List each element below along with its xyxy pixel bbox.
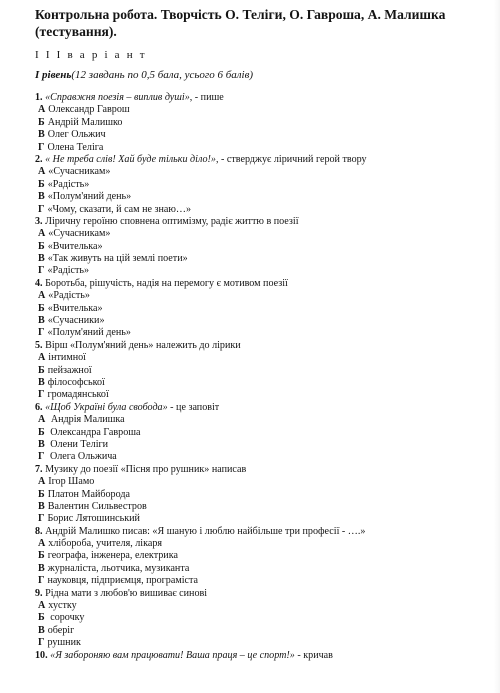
option-text: сорочку [47,612,85,624]
option-text: «Радість» [48,290,90,302]
answer-option [35,253,490,265]
option-text: Платон Майборода [47,488,130,500]
option-text: Олег Ольжич [47,129,106,141]
option-text: «Так живуть на цій землі поети» [47,253,188,265]
option-text: Олена Теліга [47,141,104,153]
option-text: Олени Теліги [47,438,109,450]
question-3 [35,216,490,228]
question-number: 1. [35,92,43,103]
answer-option [35,166,490,178]
answer-option [35,575,490,587]
answer-option [35,352,490,364]
option-letter: Б [38,116,45,128]
option-letter: Б [38,178,45,190]
answer-option [35,228,490,240]
answer-option [35,427,490,439]
question-number: 6. [35,401,43,413]
question-text: Рідна мати з любов'ю вишиває синові [45,587,208,599]
option-letter: Г [38,575,45,587]
question-number: 2. [35,153,43,165]
option-letter: В [38,624,45,636]
option-text: «Радість» [47,265,90,277]
option-letter: Г [38,141,45,153]
answer-option [35,265,490,277]
answer-option [35,204,490,216]
question-8 [35,526,490,538]
option-text: філософської [47,376,105,388]
question-quote: «Справжня поезія – виплив душі» [45,92,190,103]
level-heading [35,69,253,81]
option-text: «Чому, сказати, й сам не знаю…» [47,203,192,215]
question-7 [35,464,490,476]
option-text: Андрій Малишко [47,116,123,128]
answer-option [35,303,490,315]
option-letter: Б [38,240,45,252]
answer-option [35,191,490,203]
option-text: «Радість» [47,178,90,190]
question-6 [35,402,490,414]
answer-option [35,179,490,191]
option-letter: В [38,191,45,203]
question-5 [35,340,490,352]
option-text: Ігор Шамо [48,476,95,488]
option-letter: В [38,376,45,388]
option-letter: В [38,253,45,265]
option-letter: А [38,166,46,178]
answer-option [35,513,490,525]
option-text: журналіста, льотчика, музиканта [47,562,190,574]
option-text: «Полум'яний день» [47,191,132,203]
option-letter: Г [38,327,45,339]
question-text: - це заповіт [167,401,220,413]
document-title: Контрольна робота. Творчість О. Теліги, О. Гавроша, А. Малишка (тестування). [35,7,446,39]
option-letter: А [38,290,46,302]
answer-option [35,129,490,141]
scan-edge-shadow [494,0,500,693]
answer-option [35,612,490,624]
option-text: Андрія Малишка [48,414,125,426]
option-letter: А [38,476,46,488]
answer-option [35,476,490,488]
option-letter: Г [38,513,45,525]
answer-option [35,600,490,612]
option-letter: А [38,538,46,550]
question-number: 7. [35,463,43,475]
question-number: 10. [35,649,48,661]
question-quote: « Не треба слів! Хай буде тільки діло!» [45,153,216,165]
option-text: «Полум'яний день» [47,327,131,339]
answer-option [35,501,490,513]
answer-option [35,104,490,116]
option-text: Валентин Сильвестров [47,500,147,512]
option-text: громадянської [47,389,109,401]
answer-option [35,451,490,463]
option-text: рушник [47,637,81,649]
option-text: Борис Лятошинський [47,513,140,525]
option-letter: В [38,562,45,574]
question-number: 4. [35,277,43,289]
answer-option [35,414,490,426]
question-number: 5. [35,339,43,351]
answer-option [35,142,490,154]
question-10 [35,650,490,662]
question-text: Вірш «Полум'яний день» належить до лірики [45,339,241,351]
option-text: Олександра Гавроша [47,426,141,438]
option-letter: В [38,500,45,512]
option-letter: Г [38,389,45,401]
option-letter: В [38,315,45,327]
answer-option [35,550,490,562]
answer-option [35,327,490,339]
option-text: інтимної [48,352,86,364]
option-letter: А [38,414,46,426]
answer-option [35,538,490,550]
question-text: Боротьба, рішучість, надія на перемогу є мотивом поезії [45,277,288,289]
option-letter: В [38,129,45,141]
option-text: «Сучасникам» [48,228,111,240]
question-list [35,92,490,662]
option-text: «Вчителька» [47,302,103,314]
answer-option [35,489,490,501]
answer-option [35,637,490,649]
question-number: 9. [35,587,43,599]
option-letter: А [38,228,46,240]
question-4 [35,278,490,290]
question-quote: «Щоб Україні була свобода» [45,401,168,413]
question-9 [35,588,490,600]
option-letter: Б [38,612,45,624]
answer-option [35,241,490,253]
option-letter: А [38,352,46,364]
answer-option [35,563,490,575]
question-1 [35,92,490,104]
answer-option [35,290,490,302]
option-text: «Вчителька» [47,240,103,252]
answer-option [35,439,490,451]
option-letter: Г [38,451,45,463]
option-text: хлібороба, учителя, лікаря [48,538,163,550]
level-description: (12 завдань по 0,5 бала, усього 6 балів) [71,69,254,81]
option-letter: Б [38,364,45,376]
option-letter: Б [38,302,45,314]
level-name: І рівень [35,69,72,81]
option-letter: Г [38,265,45,277]
option-letter: А [38,600,46,612]
answer-option [35,117,490,129]
option-letter: А [38,104,46,116]
question-text: , - пише [189,92,224,103]
answer-option [35,315,490,327]
answer-option [35,377,490,389]
question-quote: «Я забороняю вам працювати! Ваша праця – це спорт!» [50,649,295,661]
option-text: науковця, підприємця, програміста [47,575,199,587]
question-number: 8. [35,525,43,537]
question-number: 3. [35,215,43,227]
option-letter: Б [38,426,45,438]
question-text: Андрій Малишко писав: «Я шаную і люблю найбільше три професії - ….» [45,525,366,537]
question-text: , - стверджує ліричний герой твору [215,153,367,165]
variant-label: І І І в а р і а н т [35,49,147,61]
option-text: оберіг [47,624,75,636]
question-2 [35,154,490,166]
option-text: «Сучасники» [47,315,105,327]
question-text: Музику до поезії «Пісня про рушник» написав [45,463,247,475]
answer-option [35,625,490,637]
option-text: «Сучасникам» [48,166,111,178]
option-text: географа, інженера, електрика [47,550,178,562]
answer-option [35,365,490,377]
option-text: хустку [48,600,77,612]
option-text: пейзажної [47,364,92,376]
question-text: Ліричну героїню сповнена оптимізму, радіє життю в поезії [45,215,299,227]
option-letter: Б [38,550,45,562]
option-letter: Г [38,203,45,215]
option-letter: Б [38,488,45,500]
option-letter: Г [38,637,45,649]
option-letter: В [38,438,45,450]
question-text: - кричав [294,649,333,661]
answer-option [35,389,490,401]
option-text: Олександр Гаврош [48,104,130,116]
option-text: Олега Ольжича [47,451,117,463]
